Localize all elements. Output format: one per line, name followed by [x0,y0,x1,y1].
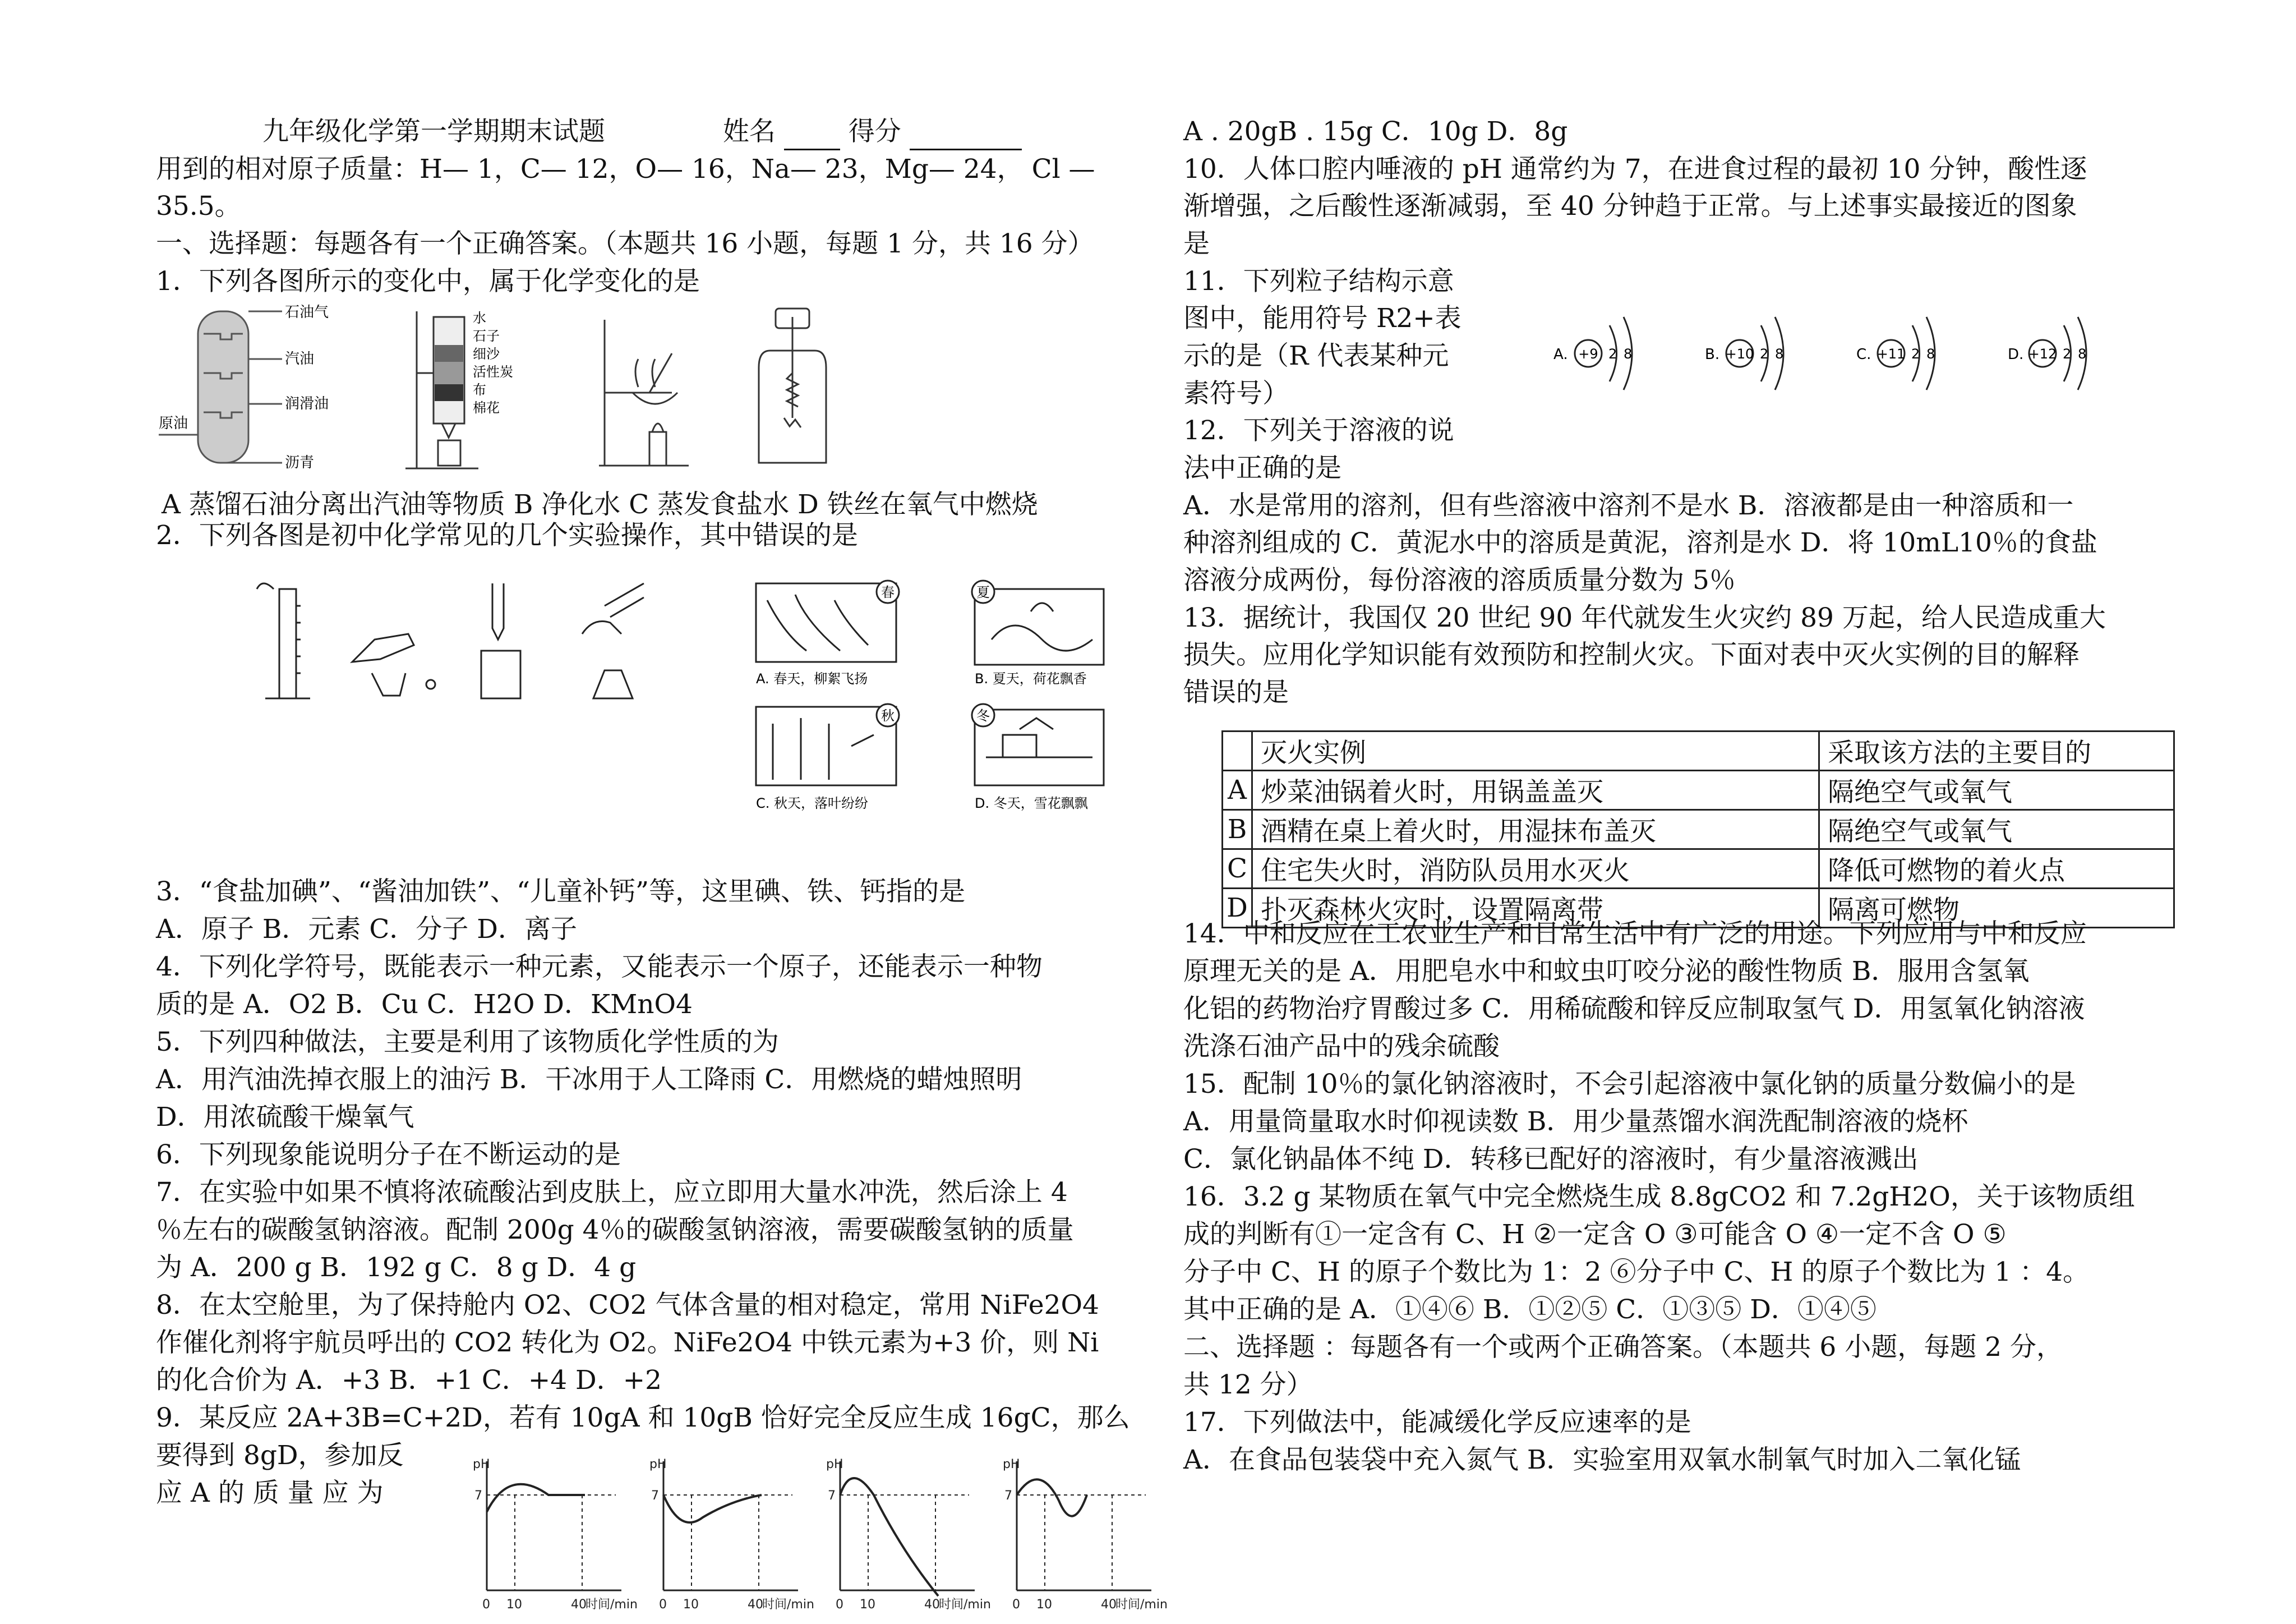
fig1-label: 汽油 [285,351,315,367]
text-line: 错误的是 [1183,677,1289,708]
text-line: 二、选择题 ：每题各有一个或两个正确答案。（本题共 6 小题，每题 2 分， [1183,1332,2063,1363]
ph-x-label: 时间/min [1115,1598,1168,1612]
text-line: 13．据统计，我国仅 20 世纪 90 年代就发生火灾约 89 万起，给人民造成重大 [1183,602,2106,633]
iron-wire-combustion-figure [742,306,843,468]
q1-caption: A 蒸馏石油分离出汽油等物质 B 净化水 C 蒸发食盐水 D 铁丝在氧气中燃烧 [162,489,1038,520]
season-caption: A. 春天，柳絮飞扬 [756,671,868,687]
text-line: 7．在实验中如果不慎将浓硫酸沾到皮肤上，应立即用大量水冲洗，然后涂上 4 [156,1177,1068,1208]
text-line: 图中，能用符号 R2+表 [1183,303,1461,334]
fig2-label: 布 [473,382,486,398]
text-line: 素符号） [1183,378,1289,409]
text-line: 一、选择题：每题各有一个正确答案。（本题共 16 小题，每题 1 分，共 16 分） [156,228,1094,259]
text-line: C．氯化钠晶体不纯 D．转移已配好的溶液时，有少量溶液溅出 [1183,1144,1919,1175]
season-mark: 夏 [976,585,990,600]
text-line: 为 A．200 g B．192 g C．8 g D．4 g [156,1252,637,1283]
text-line: A．水是常用的溶剂，但有些溶液中溶剂不是水 B．溶液都是由一种溶质和一 [1183,490,2074,521]
score-label: 得分 [848,116,901,147]
table-cell [1223,732,1252,771]
atom-diagram [1553,317,1632,390]
ph-x-tick: 40 [571,1598,587,1612]
table-row [1223,771,2174,810]
table-cell: 炒菜油锅着火时，用锅盖盖灭 [1252,771,1819,810]
text-line: 1．下列各图所示的变化中，属于化学变化的是 [156,266,700,297]
fire-table [1221,730,2175,928]
text-line: 渐增强，之后酸性逐渐减弱，至 40 分钟趋于正常。与上述事实最接近的图象 [1183,191,2077,222]
text-line: A．用汽油洗掉衣服上的油污 B．干冰用于人工降雨 C．用燃烧的蜡烛照明 [156,1064,1022,1095]
text-line: 是 [1183,228,1210,259]
seasons-figure [750,578,1132,819]
text-line: 16．3.2 g 某物质在氧气中完全燃烧生成 8.8gCO2 和 7.2gH2O，关于该物质组 [1183,1181,2135,1212]
ph-x-tick: 10 [506,1598,522,1612]
exam-header [262,115,1022,150]
text-line: 15．配制 10％的氯化钠溶液时，不会引起溶液中氯化钠的质量分数偏小的是 [1183,1069,2076,1099]
water-filter-figure [394,306,534,474]
ph-x-label: 时间/min [585,1598,638,1612]
text-line: 8．在太空舱里，为了保持舱内 O2、CO2 气体含量的相对稳定，常用 NiFe2O4 [156,1290,1099,1321]
ph-x-tick: 0 [482,1598,490,1612]
electron-count: 8 [1775,346,1784,362]
ph-x-tick: 0 [659,1598,667,1612]
text-line: 溶液分成两份，每份溶液的溶质质量分数为 5％ [1183,565,1736,596]
nucleus-charge: +10 [1725,346,1754,362]
season-mark: 春 [881,585,895,600]
text-line: ％左右的碳酸氢钠溶液。配制 200g 4％的碳酸氢钠溶液，需要碳酸氢钠的质量 [156,1214,1074,1245]
fig2-label: 石子 [473,328,500,344]
text-line: 应 A 的 质 量 应 为 [156,1478,384,1508]
name-blank [784,115,840,150]
ph-x-tick: 10 [683,1598,699,1612]
ph-graph [649,1457,814,1612]
text-line: 11．下列粒子结构示意 [1183,266,1454,297]
ph-y-label: pH [649,1457,667,1471]
text-line: 洗涤石油产品中的残余硫酸 [1183,1031,1500,1062]
ph-x-tick: 40 [924,1598,940,1612]
nucleus-charge: +9 [1578,346,1598,362]
ph-x-tick: 10 [860,1598,875,1612]
fig1-label: 原油 [159,415,188,432]
nucleus-charge: +12 [2028,346,2057,362]
nucleus-charge: +11 [1877,346,1906,362]
ph-x-tick: 10 [1036,1598,1052,1612]
table-cell: 降低可燃物的着火点 [1819,849,2174,889]
text-line: 作催化剂将宇航员呼出的 CO2 转化为 O2。NiFe2O4 中铁元素为+3 价，则 Ni [156,1327,1099,1358]
season-caption: D. 冬天，雪花飘飘 [975,795,1088,811]
ph-graph [1003,1457,1168,1612]
table-cell: 隔绝空气或氧气 [1819,810,2174,849]
electron-count: 8 [2078,346,2087,362]
ph-y-tick: 7 [651,1489,659,1503]
ph-curve [487,1484,585,1512]
ph-x-tick: 40 [1101,1598,1117,1612]
text-line: 法中正确的是 [1183,453,1341,484]
table-cell: 扑灭森林火灾时，设置隔离带 [1252,889,1819,928]
text-line: A . 20gB . 15g C．10g D．8g [1183,116,1568,147]
text-line: 原理无关的是 A．用肥皂水中和蚊虫叮咬分泌的酸性物质 B．服用含氢氧 [1183,956,2030,987]
text-line: 共 12 分） [1183,1369,1313,1400]
atom-letter: A. [1553,346,1568,363]
atom-diagram [1856,317,1935,390]
ph-x-tick: 0 [1012,1598,1020,1612]
text-line: 质的是 A．O2 B．Cu C．H2O D．KMnO4 [156,989,693,1020]
score-blank [910,115,1022,150]
table-cell: 隔绝空气或氧气 [1819,771,2174,810]
atom-letter: C. [1856,346,1871,363]
ph-y-label: pH [826,1457,843,1471]
electron-count: 2 [1608,346,1617,362]
fig1-label: 沥青 [285,454,315,471]
ph-x-tick: 40 [748,1598,763,1612]
fig2-label: 棉花 [473,400,500,416]
lab-operations-figure [246,572,818,701]
table-row [1223,849,2174,889]
ph-x-label: 时间/min [939,1598,991,1612]
ph-x-tick: 0 [836,1598,843,1612]
fig1-label: 石油气 [285,304,329,321]
season-mark: 秋 [881,708,895,724]
text-line: 14．中和反应在工农业生产和日常生活中有广泛的用途。下列应用与中和反应 [1183,918,2087,949]
table-cell: A [1223,771,1252,810]
text-line: 35.5。 [156,191,241,222]
text-line: A．用量筒量取水时仰视读数 B．用少量蒸馏水润洗配制溶液的烧杯 [1183,1106,1968,1137]
text-line: D．用浓硫酸干燥氧气 [156,1102,414,1133]
text-line: 成的判断有①一定含有 C、H ②一定含 O ③可能含 O ④一定不含 O ⑤ [1183,1219,2007,1250]
ph-y-tick: 7 [1004,1489,1012,1503]
distillation-tower-figure [159,300,338,471]
ph-y-tick: 7 [474,1489,482,1503]
ph-y-label: pH [1003,1457,1020,1471]
text-line: A．原子 B．元素 C．分子 D．离子 [156,914,577,945]
text-line: A．在食品包装袋中充入氮气 B．实验室用双氧水制氧气时加入二氧化锰 [1183,1444,2021,1475]
text-line: 种溶剂组成的 C．黄泥水中的溶质是黄泥，溶剂是水 D．将 10mL10％的食盐 [1183,527,2097,558]
name-label: 姓名 [722,116,776,147]
text-line: 损失。应用化学知识能有效预防和控制火灾。下面对表中灭火实例的目的解释 [1183,640,2080,670]
atom-structures [1553,292,2142,415]
table-cell: 灭火实例 [1252,732,1819,771]
fig2-label: 细沙 [473,346,500,362]
fig1-label: 润滑油 [285,395,329,412]
table-cell: 隔离可燃物 [1819,889,2174,928]
text-line: 5．下列四种做法，主要是利用了该物质化学性质的为 [156,1027,779,1057]
table-cell: B [1223,810,1252,849]
text-line: 分子中 C、H 的原子个数比为 1：2 ⑥分子中 C、H 的原子个数比为 1 ：4。 [1183,1257,2090,1287]
ph-curve [663,1495,762,1522]
fig2-label: 活性炭 [473,364,513,380]
text-line: 4．下列化学符号，既能表示一种元素，又能表示一个原子，还能表示一种物 [156,951,1043,982]
text-line: 要得到 8gD，参加反 [156,1440,404,1471]
atom-diagram [1705,317,1783,390]
electron-count: 2 [1911,346,1920,362]
text-line: 的化合价为 A．+3 B．+1 C．+4 D．+2 [156,1365,662,1396]
table-cell: C [1223,849,1252,889]
ph-curve [1017,1479,1087,1516]
ph-graph [473,1457,638,1612]
table-cell: 住宅失火时，消防队员用水灭火 [1252,849,1819,889]
text-line: 化铝的药物治疗胃酸过多 C．用稀硫酸和锌反应制取氢气 D．用氢氧化钠溶液 [1183,993,2085,1024]
text-line: 3．“食盐加碘”、“酱油加铁”、“儿童补钙”等，这里碘、铁、钙指的是 [156,876,966,907]
ph-graphs [459,1453,1188,1621]
table-header-row [1223,732,2174,771]
season-caption: B. 夏天，荷花飘香 [975,671,1087,687]
atom-diagram [2008,317,2086,390]
evaporation-figure [588,309,700,471]
electron-count: 2 [1760,346,1769,362]
text-line: 示的是（R 代表某种元 [1183,341,1449,371]
ph-x-label: 时间/min [762,1598,814,1612]
text-line: 用到的相对原子质量：H— 1，C— 12，O— 16，Na— 23，Mg— 24， Cl — [156,154,1095,185]
electron-count: 2 [2063,346,2072,362]
fig2-label: 水 [473,310,486,326]
electron-count: 8 [1926,346,1935,362]
text-line: 6．下列现象能说明分子在不断运动的是 [156,1139,621,1170]
table-row [1223,810,2174,849]
ph-curve [840,1478,938,1596]
atom-letter: B. [1705,346,1720,363]
ph-y-label: pH [473,1457,490,1471]
atom-letter: D. [2008,346,2024,363]
table-cell: D [1223,889,1252,928]
table-cell: 酒精在桌上着火时，用湿抹布盖灭 [1252,810,1819,849]
page-title: 九年级化学第一学期期末试题 [262,116,605,147]
text-line: 17．下列做法中，能减缓化学反应速率的是 [1183,1407,1691,1438]
text-line: 9．某反应 2A+3B=C+2D，若有 10gA 和 10gB 恰好完全反应生成 16gC，那么 [156,1402,1130,1433]
text-line: 其中正确的是 A．①④⑥ B．①②⑤ C．①③⑤ D．①④⑤ [1183,1294,1877,1325]
electron-count: 8 [1624,346,1633,362]
season-caption: C. 秋天，落叶纷纷 [756,795,869,811]
ph-graph [826,1457,991,1612]
text-line: 12．下列关于溶液的说 [1183,415,1454,446]
ph-y-tick: 7 [828,1489,836,1503]
season-mark: 冬 [976,708,990,724]
table-cell: 采取该方法的主要目的 [1819,732,2174,771]
text-line: 10．人体口腔内唾液的 pH 通常约为 7，在进食过程的最初 10 分钟，酸性逐 [1183,154,2087,185]
text-line: 2．下列各图是初中化学常见的几个实验操作，其中错误的是 [156,520,858,551]
